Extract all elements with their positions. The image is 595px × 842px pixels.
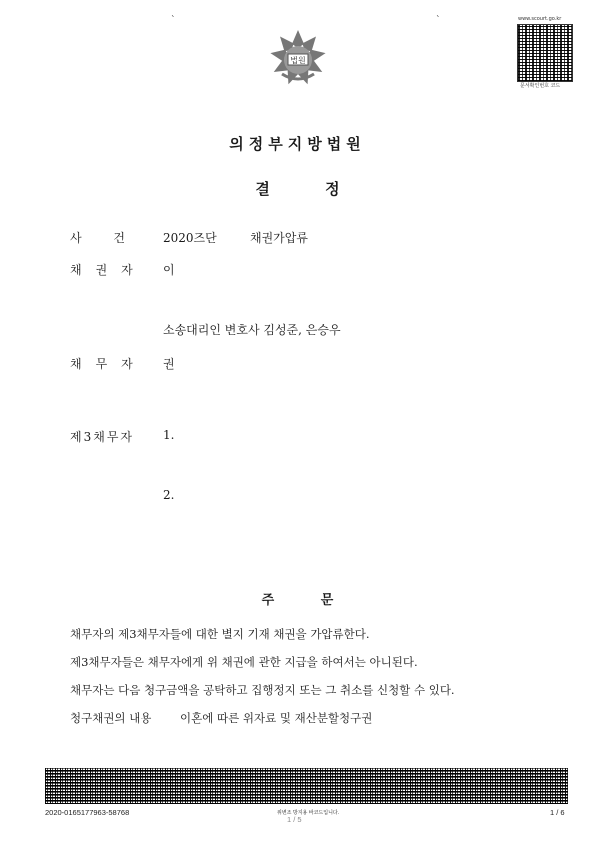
scan-mark: ` xyxy=(436,16,441,26)
page-number-center: 1 / 5 xyxy=(287,815,302,824)
order-line: 채무자는 다음 청구금액을 공탁하고 집행정지 또는 그 취소를 신청할 수 있다. xyxy=(70,683,455,697)
creditor-name: 이 xyxy=(163,263,175,277)
case-number: 2020즈단 xyxy=(163,231,217,245)
court-seal-emblem xyxy=(268,28,328,88)
scan-mark: ` xyxy=(171,16,176,26)
document-number: 2020-0165177963-58768 xyxy=(45,808,130,817)
qr-code xyxy=(517,24,573,82)
order-line: 제3채무자들은 채무자에게 위 채권에 관한 지급을 하여서는 아니된다. xyxy=(70,655,418,669)
creditor-attorney: 소송대리인 변호사 김성준, 은승우 xyxy=(163,323,341,337)
creditor-label: 채권자 xyxy=(70,263,147,277)
third-debtor-label: 제3채무자 xyxy=(70,430,135,444)
document-type: 결 정 xyxy=(255,180,340,198)
seal-text: 법원 xyxy=(290,56,306,65)
claim-value: 이혼에 따른 위자료 및 재산분할청구권 xyxy=(180,711,373,725)
third-debtor-1: 1. xyxy=(163,428,175,442)
order-line: 채무자의 제3채무자들에 대한 별지 기재 채권을 가압류한다. xyxy=(70,627,370,641)
case-label: 사 건 xyxy=(70,231,139,245)
qr-caption: 문서확인번호 코드 xyxy=(520,83,561,89)
barcode-notice: 위변조 방지용 바코드입니다. xyxy=(277,810,340,816)
verify-url: www.scourt.go.kr xyxy=(518,16,562,22)
order-title: 주 문 xyxy=(261,593,334,608)
security-barcode xyxy=(45,768,568,804)
debtor-name: 권 xyxy=(163,357,175,371)
court-name: 의정부지방법원 xyxy=(229,135,366,153)
case-name: 채권가압류 xyxy=(250,231,308,245)
third-debtor-2: 2. xyxy=(163,488,175,502)
claim-label: 청구채권의 내용 xyxy=(70,711,152,725)
page-number: 1 / 6 xyxy=(550,808,565,817)
debtor-label: 채무자 xyxy=(70,357,147,371)
